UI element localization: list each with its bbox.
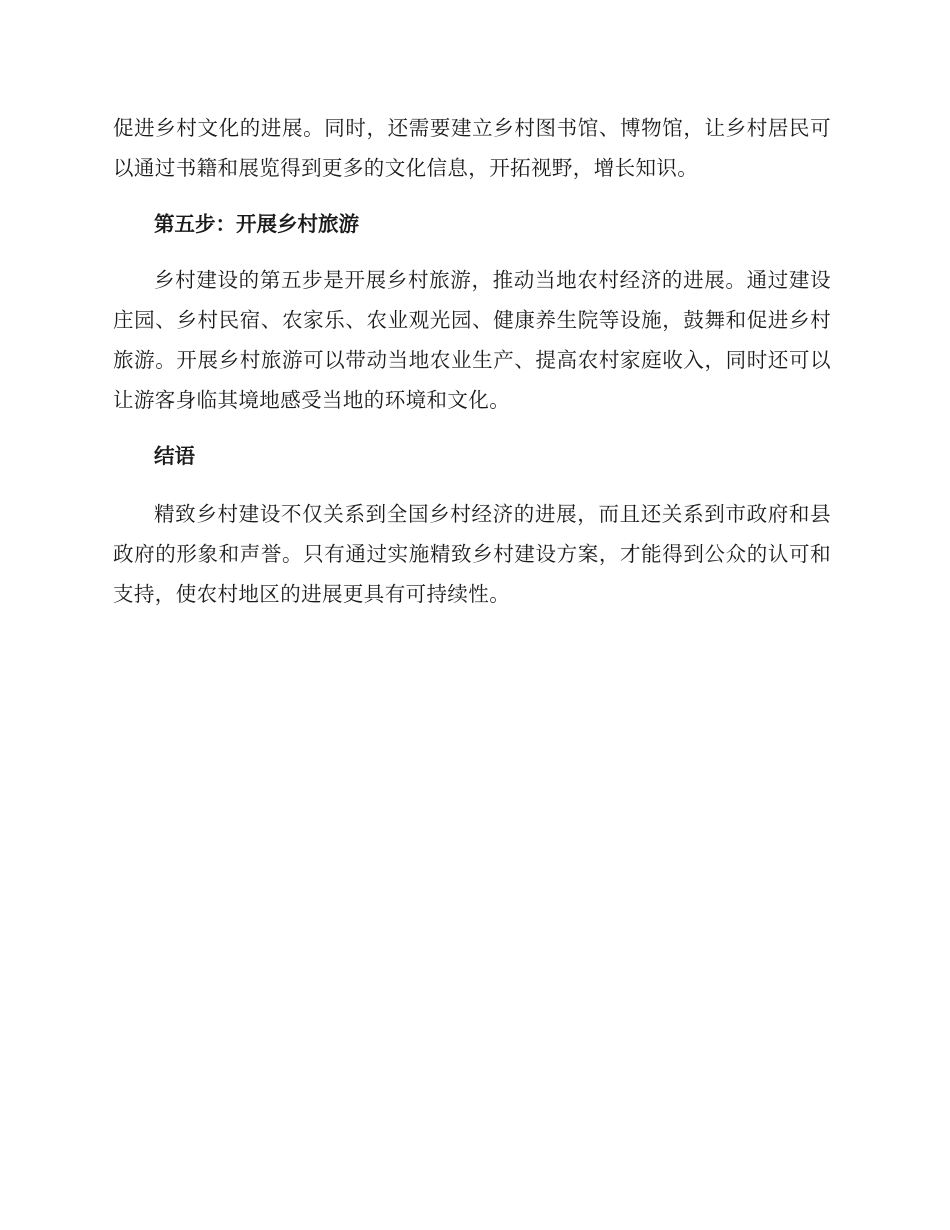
heading-step-five: 第五步：开展乡村旅游 xyxy=(154,212,359,236)
document-page xyxy=(113,108,831,614)
paragraph-culture-continued: 促进乡村文化的进展。同时，还需要建立乡村图书馆、博物馆，让乡村居民可以通过书籍和展览得到更多的文化信息，开拓视野，增长知识。 xyxy=(113,116,831,180)
heading-conclusion: 结语 xyxy=(154,444,195,468)
paragraph-step-five: 乡村建设的第五步是开展乡村旅游，推动当地农村经济的进展。通过建设庄园、乡村民宿、农家乐、农业观光园、健康养生院等设施，鼓舞和促进乡村旅游。开展乡村旅游可以带动当地农业生产、提高农村家庭收入，同时还可以让游客身临其境地感受当地的环境和文化。 xyxy=(113,268,831,412)
paragraph-conclusion: 精致乡村建设不仅关系到全国乡村经济的进展，而且还关系到市政府和县政府的形象和声誉。只有通过实施精致乡村建设方案，才能得到公众的认可和支持，使农村地区的进展更具有可持续性。 xyxy=(113,502,831,606)
